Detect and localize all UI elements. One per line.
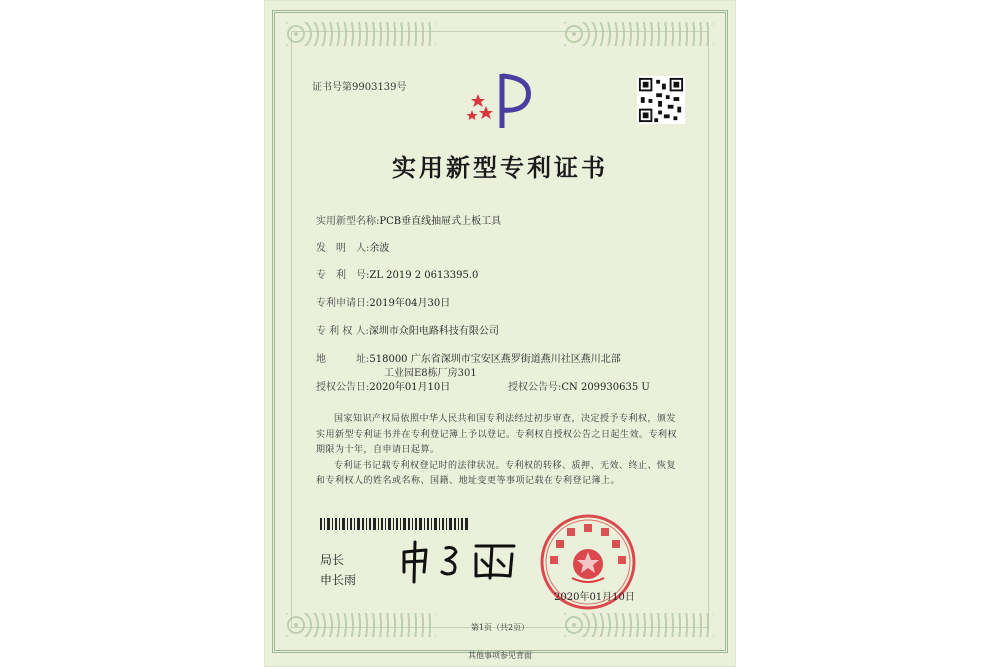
grant-number-field — [508, 378, 650, 393]
certificate — [264, 0, 736, 667]
field-value: 518000 广东省深圳市宝安区燕罗街道燕川社区燕川北部 — [369, 354, 621, 365]
body-paragraph: 国家知识产权局依照中华人民共和国专利法经过初步审查，决定授予专利权，颁发实用新型专利证书并在专利登记簿上予以登记。专利权自授权公告之日起生效。专利权期限为十年，自申请日起算。 — [316, 414, 678, 455]
certificate-title: 实用新型专利证书 — [392, 153, 608, 182]
field-value: 余波 — [369, 243, 390, 254]
field-value: 2020年01月10日 — [369, 382, 451, 393]
field-value: PCB垂直线抽屉式上板工具 — [379, 216, 502, 227]
director-name: 申长雨 — [320, 573, 357, 587]
page-number: 第1页（共2页） — [470, 623, 530, 632]
field-value: CN 209930635 U — [561, 382, 650, 393]
signature-icon — [396, 538, 526, 584]
director-title: 局长 — [320, 553, 345, 567]
field-value: 2019年04月30日 — [369, 298, 451, 309]
footer-note: 其他事项参见背面 — [468, 651, 532, 660]
field-value: 深圳市众阳电路科技有限公司 — [368, 326, 499, 337]
field-label: 授权公告号: — [508, 382, 562, 393]
address-line-2: 工业园E8栋厂房301 — [384, 368, 477, 379]
field-label: 专 利 权 人: — [316, 326, 369, 337]
patentee-field — [316, 322, 499, 337]
inventor-field — [316, 239, 389, 254]
address-field — [316, 350, 621, 365]
field-label: 专利申请日: — [316, 298, 370, 309]
field-label: 专 利 号: — [316, 270, 370, 281]
vine-ornament — [564, 22, 714, 46]
utility-model-name-field — [316, 212, 501, 227]
certificate-number: 证书号第9903139号 — [312, 82, 407, 93]
patent-office-logo-icon — [462, 66, 542, 136]
seal-date: 2020年01月10日 — [554, 592, 635, 603]
field-value: ZL 2019 2 0613395.0 — [369, 270, 479, 281]
field-label: 地 址: — [316, 354, 370, 365]
certificate-body — [316, 412, 684, 490]
field-label: 授权公告日: — [316, 382, 370, 393]
vine-ornament — [286, 22, 436, 46]
qr-code-icon — [637, 76, 685, 124]
body-paragraph: 专利证书记载专利权登记时的法律状况。专利权的转移、质押、无效、终止、恢复和专利权人的姓名或名称、国籍、地址变更等事项记载在专利登记簿上。 — [316, 460, 677, 486]
grant-date-field — [316, 378, 450, 393]
filing-date-field — [316, 294, 450, 309]
field-label: 发 明 人: — [316, 243, 370, 254]
field-label: 实用新型名称: — [316, 216, 380, 227]
barcode-icon — [320, 518, 468, 530]
patent-number-field — [316, 266, 478, 281]
